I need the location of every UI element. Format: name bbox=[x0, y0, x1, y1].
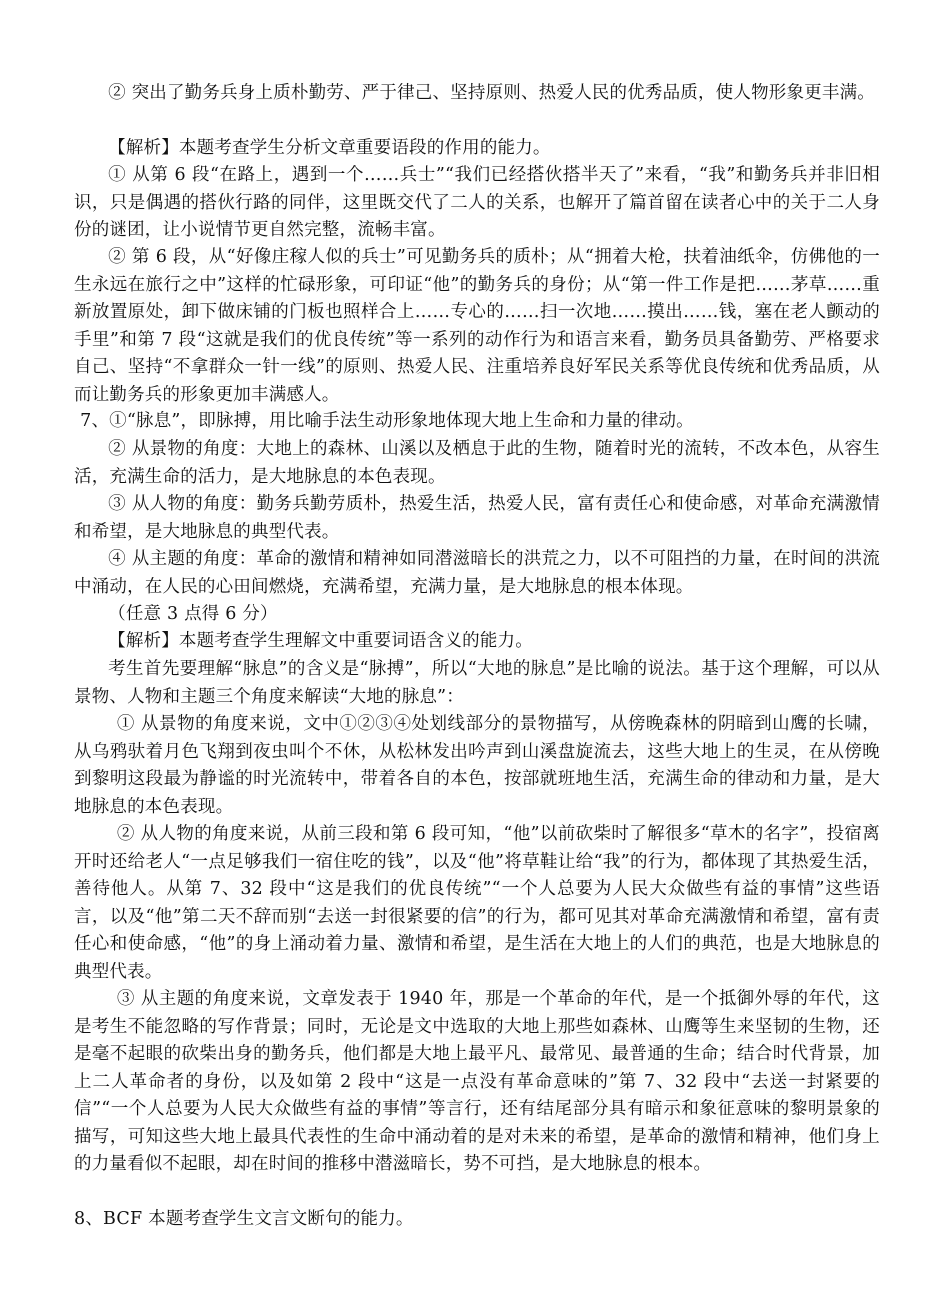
answer-8: 8、BCF 本题考查学生文言文断句的能力。 bbox=[74, 1209, 414, 1229]
analysis-7-heading: 【解析】本题考查学生理解文中重要词语含义的能力。 bbox=[108, 631, 533, 651]
analysis-7-point-2: ② 从人物的角度来说，从前三段和第 6 段可知，“他”以前砍柴时了解很多“草木的名字”，投宿离开时还给老人“一点足够我们一宿住吃的钱”，以及“他”将草鞋让给“我”的行为，都体现了其热爱生活，善待他人。从第 7、32 段中“这是我们的优良传统”“一个人总要为人民大众做些有益的事情”这些语言，以及“他”第二天不辞而别“去送一封很紧要的信”的行为，都可见其对革命充满激情和希望，富有责任心和使命感，“他”的身上涌动着力量、激情和希望，是生活在大地上的人们的典范，也是大地脉息的典型代表。 bbox=[74, 824, 880, 982]
analysis-6-point-2: ② 第 6 段，从“好像庄稼人似的兵士”可见勤务兵的质朴；从“拥着大枪，扶着油纸伞，仿佛他的一生永远在旅行之中”这样的忙碌形象，可印证“他”的勤务兵的身份；从“第一件工作是把……茅草……重新放置原处，卸下做床铺的门板也照样合上……专心的……扫一次地……摸出……钱，塞在老人颤动的手里”和第 7 段“这就是我们的优良传统”等一系列的动作行为和语言来看，勤务员具备勤劳、严格要求自己、坚持“不拿群众一针一线”的原则、热爱人民、注重培养良好军民关系等优良传统和优秀品质，从而让勤务兵的形象更加丰满感人。 bbox=[74, 247, 880, 405]
answer-7-point-4: ④ 从主题的角度：革命的激情和精神如同潜滋暗长的洪荒之力，以不可阻挡的力量，在时间的洪流中涌动，在人民的心田间燃烧，充满希望，充满力量，是大地脉息的根本体现。 bbox=[74, 549, 880, 597]
answer-7-point-3: ③ 从人物的角度：勤务兵勤劳质朴，热爱生活，热爱人民，富有责任心和使命感，对革命充满激情和希望，是大地脉息的典型代表。 bbox=[74, 494, 880, 542]
answer-7-point-1: 7、①“脉息”，即脉搏，用比喻手法生动形象地体现大地上生命和力量的律动。 bbox=[80, 411, 694, 431]
analysis-7-point-1: ① 从景物的角度来说，文中①②③④处划线部分的景物描写，从傍晚森林的阴暗到山鹰的长啸，从乌鸦驮着月色飞翔到夜虫叫个不休，从松林发出吟声到山溪盘旋流去，这些大地上的生灵，在从傍晚到黎明这段最为静谧的时光流转中，带着各自的本色，按部就班地生活，充满生命的律动和力量，是大地脉息的本色表现。 bbox=[74, 714, 880, 817]
analysis-7-point-3: ③ 从主题的角度来说，文章发表于 1940 年，那是一个革命的年代，是一个抵御外辱的年代，这是考生不能忽略的写作背景；同时，无论是文中选取的大地上那些如森林、山鹰等生来坚韧的生物，还是毫不起眼的砍柴出身的勤务兵，他们都是大地上最平凡、最常见、最普通的生命；结合时代背景，加上二人革命者的身份，以及如第 2 段中“这是一点没有革命意味的”第 7、32 段中“去送一封紧要的信”“一个人总要为人民大众做些有益的事情”等言行，还有结尾部分具有暗示和象征意味的黎明景象的描写，可知这些大地上最具代表性的生命中涌动着的是对未来的希望，是革命的激情和精神，他们身上的力量看似不起眼，却在时间的推移中潜滋暗长，势不可挡，是大地脉息的根本。 bbox=[74, 989, 880, 1174]
analysis-7-intro: 考生首先要理解“脉息”的含义是“脉搏”，所以“大地的脉息”是比喻的说法。基于这个理解，可以从景物、人物和主题三个角度来解读“大地的脉息”： bbox=[74, 659, 880, 707]
analysis-6-heading: 【解析】本题考查学生分析文章重要语段的作用的能力。 bbox=[108, 138, 551, 158]
answer-6-point-2: ② 突出了勤务兵身上质朴勤劳、严于律己、坚持原则、热爱人民的优秀品质，使人物形象更丰满。 bbox=[108, 83, 875, 103]
answer-7-point-2: ② 从景物的角度：大地上的森林、山溪以及栖息于此的生物，随着时光的流转，不改本色，从容生活，充满生命的活力，是大地脉息的本色表现。 bbox=[74, 439, 880, 487]
answer-7-scoring-note: （任意 3 点得 6 分） bbox=[108, 604, 278, 624]
analysis-6-point-1: ① 从第 6 段“在路上，遇到一个……兵士”“我们已经搭伙搭半天了”来看，“我”和勤务兵并非旧相识，只是偶遇的搭伙行路的同伴，这里既交代了二人的关系，也解开了篇首留在读者心中的关于二人身份的谜团，让小说情节更自然完整，流畅丰富。 bbox=[74, 165, 880, 240]
